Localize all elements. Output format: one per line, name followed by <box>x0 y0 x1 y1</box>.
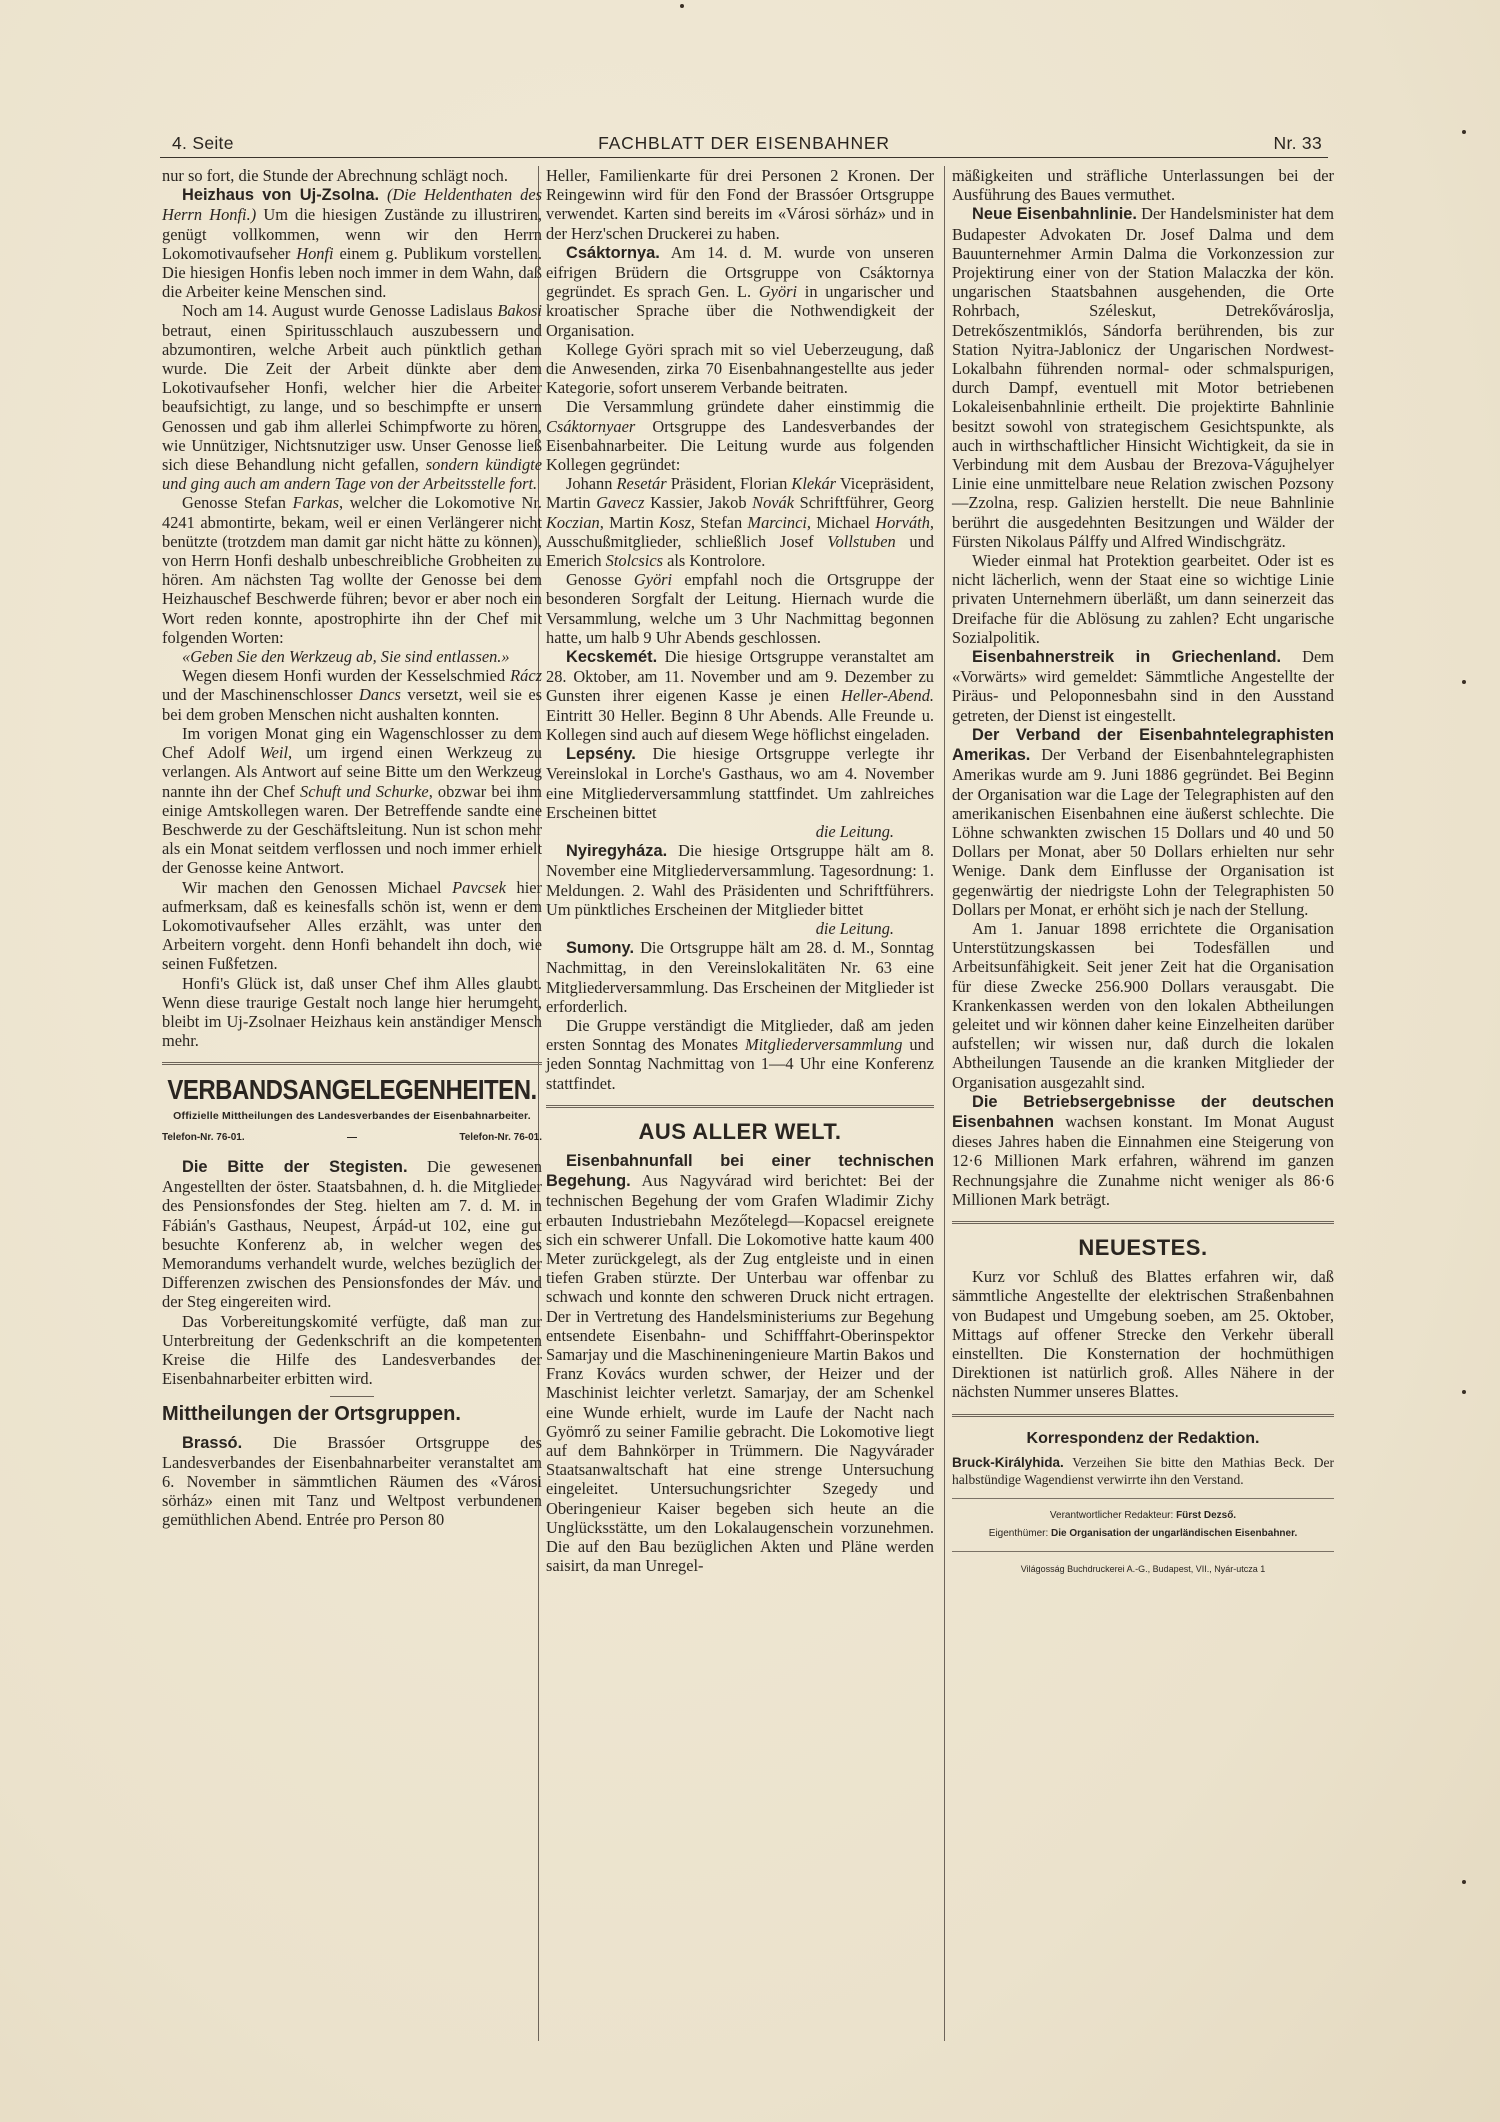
paragraph: Johann Resetár Präsident, Florian Klekár Vicepräsident, Martin Gavecz Kassier, Jakob Novák Schriftführer, Georg Koczian, Martin Kosz, Stefan Marcinci, Michael Horváth, Ausschußmitglieder, schließlich Josef Vollstuben und Emerich Stolcsics als Kontrolore. <box>546 474 935 571</box>
paragraph: Am 1. Januar 1898 errichtete die Organisation Unterstützungskassen bei Todesfällen und Arbeitsunfähigkeit. Seit jener Zeit hat die Organisation für diese Zwecke 256.900 Dollars verausgabt. Die Krankenkassen werden von den lokalen Abtheilungen geleitet und wir können daher keine Einzelheiten darüber aufstellen; wir wissen nur, daß durch die lokalen Abtheilungen Tausende an die kranken Mitglieder der Organisation ausgezahlt sind. <box>952 918 1334 1092</box>
article-sumony: Sumony. Die Ortsgruppe hält am 28. d. M., Sonntag Nachmittag, in den Vereinslokalitäten Nr. 63 eine Mitgliederversammlung. Das Erscheinen der Mitglieder ist erforderlich. <box>546 938 934 1016</box>
article-stegisten: Die Bitte der Stegisten. Die gewesenen Angestellten der öster. Staatsbahnen, d. h. die Mitglieder des Pensionsfondes der Steg. hielten am 7. d. M. in Fábián's Gasthaus, Neupest, Árpád-ut 102, eine gut besuchte Konferenz ab, in welcher wegen des Memorandums verhandelt wurde, welches bezüglich der Differenzen zwischen des Pensionsfondes der Máv. und der Steg eingereiten wird. <box>162 1156 542 1312</box>
paragraph: Noch am 14. August wurde Genosse Ladislaus Bakosi betraut, einen Spiritusschlauch auszubessern und abzumontiren, welche Arbeit auch pünktlich gethan wurde. Die Zeit der Arbeit dünkte aber dem Lokotivaufseher Honfi, welcher hier die Arbeiter beaufsichtigt, zu lange, und so beschimpfte er unsern Genossen und gab ihm allerlei Schimpfworte zu hören, wie Unnütziger, Nichtsnutziger usw. Unser Genosse ließ sich diese Behandlung nicht gefallen, sondern kündigte und ging auch am andern Tage von der Arbeitsstelle fort. <box>162 301 542 494</box>
section-subheading: Offizielle Mittheilungen des Landesverbandes der Eisenbahnarbeiter. <box>173 1109 531 1122</box>
article-heading: Nyiregyháza. <box>566 842 668 861</box>
page-header <box>160 131 1328 158</box>
column-2 <box>546 166 934 1575</box>
article-heading: Csáktornya. <box>566 243 660 262</box>
article-heading: Die Bitte der Stegisten. <box>182 1157 408 1176</box>
divider <box>952 1551 1334 1552</box>
article-unfall: Eisenbahnunfall bei einer technischen Begehung. Aus Nagyvárad wird berichtet: Bei der technischen Begehung der vom Grafen Wladimir Zichy erbauten Industriebahn Mezőtelegd—Kopacsel ereignete sich ein schwerer Unfall. Die Lokomotive hatte kaum 400 Meter zurückgelegt, als der Zug entgleiste und in einen tiefen Graben stürzte. Der Unterbau war offenbar zu schwach und konnte den schweren Druck nicht ertragen. Der in Vertretung des Handelsministeriums zur Begehung entsendete Eisenbahn- und Schifffahrt-Oberinspektor Samarjay und die Maschineningenieure Martin Bakos und Franz Kovács wurden schwer, der Heizer und der Maschinist leichter verletzt. Samarjay, der am Schenkel eine Wunde erhielt, wurde im Laufe der Nacht nach Gyömrő zu seiner Familie gebracht. Die Lokomotive liegt auf dem Bahnkörper in Trümmern. Die Nagyvárader Staatsanwaltschaft hat eine strenge Untersuchung eingeleitet. Untersuchungsrichter Szegedy und Oberingenieur Kaiser begeben sich heute an die Unglücksstätte, um den Lokalaugenschein vorzunehmen. Die auf den Bau bezüglichen Akten und Pläne werden saisirt, da man Unregel- <box>546 1151 934 1576</box>
article-heading: Brassó. <box>182 1433 243 1452</box>
article-lepseny: Lepsény. Die hiesige Ortsgruppe verlegte ihr Vereinslokal in Lorche's Gasthaus, wo am 4. November eine Mitgliederversammlung stattfindet. Um zahlreiches Erscheinen bittet <box>546 744 934 822</box>
article-heading: Eisenbahnunfall bei einer technischen Begehung. <box>546 1151 934 1191</box>
divider <box>330 1396 374 1397</box>
page-number: 4. Seite <box>172 133 234 153</box>
divider <box>546 1105 934 1108</box>
section-heading-verband: VERBANDSANGELEGENHEITEN. <box>167 1075 537 1107</box>
imprint-owner: Eigenthümer: Die Organisation der ungarländischen Eisenbahner. <box>988 1527 1298 1539</box>
paragraph: mäßigkeiten und sträfliche Unterlassungen bei der Ausführung des Baues vermuthet. <box>952 166 1334 205</box>
issue-number: Nr. 33 <box>1273 133 1322 153</box>
divider <box>162 1062 542 1065</box>
article-heading: Heizhaus von Uj-Zsolna. <box>182 186 380 205</box>
quote: «Geben Sie den Werkzeug ab, Sie sind entlassen.» <box>182 647 510 667</box>
article-streik: Eisenbahnerstreik in Griechenland. Dem «Vorwärts» wird gemeldet: Sämmtliche Angestellte der Piräus- und Peloponnesbahn sind in den Ausstand getreten, der Dienst ist eingestellt. <box>952 647 1334 725</box>
section-heading-neuestes: NEUESTES. <box>1078 1234 1208 1260</box>
paragraph: Kollege Györi sprach mit so viel Ueberzeugung, daß die Anwesenden, zirka 70 Eisenbahnangestellte aus jeder Kategorie, sofort unserem Verbande beitraten. <box>546 339 934 398</box>
masthead-title: FACHBLATT DER EISENBAHNER <box>598 133 890 153</box>
paragraph: Wegen diesem Honfi wurden der Kesselschmied Rácz und der Maschinenschlosser Dancs versetzt, weil sie es bei dem groben Menschen nicht aushalten konnten. <box>162 666 542 724</box>
correspondence-note: Bruck-Királyhida. Verzeihen Sie bitte den Mathias Beck. Der halbstündige Wagendienst verwirrte ihn den Verstand. <box>952 1454 1334 1487</box>
article-brasso: Brassó. Die Brassóer Ortsgruppe des Landesverbandes der Eisenbahnarbeiter veranstaltet am 6. November in sämmtlichen Räumen des «Városi sörház» einen mit Tanz und Weltpost verbundenen gemüthlichen Abend. Entrée pro Person 80 <box>162 1432 542 1530</box>
paragraph: Im vorigen Monat ging ein Wagenschlosser zu dem Chef Adolf Weil, um irgend einen Werkzeug zu verlangen. Als Antwort auf seine Bitte um den Werkzeug nannte ihn der Chef Schuft und Schurke, obzwar bei ihm einige Amtskollegen waren. Der Betreffende sandte eine Beschwerde zu der Geschäftsleitung. Nun ist schon mehr als ein Monat seitdem verflossen und noch immer erhielt der Genosse keine Antwort. <box>162 723 542 878</box>
column-divider <box>944 166 945 2041</box>
paragraph: Honfi's Glück ist, daß unser Chef ihm Alles glaubt. Wenn diese traurige Gestalt noch lange hier herumgeht, bleibt im Uj-Zsolnaer Heizhaus kein anständiger Mensch mehr. <box>162 973 542 1051</box>
article-heading: Die Betriebsergebnisse der deutschen Eisenbahnen <box>952 1092 1334 1131</box>
paragraph: Die Versammlung gründete daher einstimmig die Csáktornyaer Ortsgruppe des Landesverbandes der Eisenbahnarbeiter. Die Leitung wurde aus folgenden Kollegen gegründet: <box>546 397 934 475</box>
article-nyiregyhaza: Nyiregyháza. Die hiesige Ortsgruppe hält am 8. November eine Mitgliederversammlung. Tagesordnung: 1. Meldungen. 2. Wahl des Präsidenten und Schriftführers. Um pünktliches Erscheinen der Mitglieder bittet <box>546 841 934 919</box>
article-heading: Sumony. <box>566 939 634 958</box>
paragraph: Genosse Györi empfahl noch die Ortsgruppe der besonderen Sorgfalt der Leitung. Hiernach wurde die Versammlung, welche um 3 Uhr Nachmittag begonnen hatte, um halb 9 Uhr Abends geschlossen. <box>546 570 934 647</box>
paragraph: Heller, Familienkarte für drei Personen 2 Kronen. Der Reingewinn wird für den Fond der Brassóer Ortsgruppe verwendet. Karten sind bereits im «Városi sörház» und in der Herz'schen Druckerei zu haben. <box>546 166 934 243</box>
article-betriebsergebnisse: Die Betriebsergebnisse der deutschen Eisenbahnen wachsen konstant. Im Monat August dieses Jahres haben die Einnahmen eine Steigerung von 12·6 Millionen Mark erfahren, während im ganzen Rechnungsjahre die Zunahme nicht weniger als 86·6 Millionen Mark beträgt. <box>952 1092 1334 1209</box>
article-heading: Eisenbahnerstreik in Griechenland. <box>972 648 1282 667</box>
column-3 <box>952 166 1334 1576</box>
divider <box>952 1221 1334 1224</box>
article-heading: Der Verband der Eisenbahntelegraphisten Amerikas. <box>952 725 1334 765</box>
paragraph: Kurz vor Schluß des Blattes erfahren wir, daß sämmtliche Angestellte der elektrischen Straßenbahnen von Budapest und Umgebung soeben, am 25. Oktober, Mittags auf offener Strecke den Verkehr überall einstellten. Die Konsternation der hochmüthigen Direktionen ist natürlich groß. Alles Nähere in der nächsten Nummer unseres Blattes. <box>952 1267 1334 1402</box>
article-heizhaus: Heizhaus von Uj-Zsolna. (Die Heldenthaten des Herrn Honfi.) Um die hiesigen Zustände zu illustriren, genügt vollkommen, wenn wir den Herrn Lokomotivaufseher Honfi einem g. Publikum vorstellen. Die hiesigen Honfis leben noch immer in dem Wahn, daß die Arbeiter keine Menschen sind. <box>162 185 542 302</box>
paragraph: nur so fort, die Stunde der Abrechnung schlägt noch. <box>162 166 508 185</box>
section-heading-korrespondenz: Korrespondenz der Redaktion. <box>1026 1429 1260 1447</box>
section-heading-ortsgruppen: Mittheilungen der Ortsgruppen. <box>162 1403 461 1426</box>
paragraph: Das Vorbereitungskomité verfügte, daß man zur Unterbreitung der Gedenkschrift an die kompetenten Kreise die Hilfe des Landesverbandes der Eisenbahnarbeiter erbitten wird. <box>162 1311 542 1389</box>
article-heading: Kecskemét. <box>566 648 658 667</box>
imprint-redakteur: Verantwortlicher Redakteur: Fürst Dezső. <box>1049 1509 1237 1521</box>
article-telegraphisten: Der Verband der Eisenbahntelegraphisten Amerikas. Der Verband der Eisenbahntelegraphisten Amerikas wurde am 9. Juni 1886 gegründet. Bei Beginn der Organisation war die Lage der Telegraphisten auf den amerikanischen Eisenbahnen eine äußerst schlechte. Die Löhne schwankten zwischen 15 Dollars und 40 und 50 Dollars per Monat, aber 50 Dollars erhielten nur sehr Wenige. Dank dem Einflusse der Organisation ist gegenwärtig der niedrigste Lohn der Telegraphisten 50 Dollars per Monat, er erhöht sich je nach der Stellung. <box>952 725 1334 919</box>
article-neue-linie: Neue Eisenbahnlinie. Der Handelsminister hat dem Budapester Advokaten Dr. Josef Dalma und dem Bauunternehmer Armin Dalma die Vorkonzession zur Projektirung einer von der Station Malaczka der kön. ungarischen Staatsbahnen ausgehenden, die Orte Rohrbach, Széleskut, Detrekővároslja, Detrekőszentmiklós, Sándorfa berührenden, bis zur Station Nyitra-Jablonicz der Ungarischen Nordwest-Lokalbahn führenden normal- oder schmalspurigen, durch Dampf, eventuell mit Motor betriebenen Lokaleisenbahnlinie ertheilt. Die projektirte Bahnlinie besitzt sowohl von strategischem Gesichtspunkte, als auch in wirthschaftlicher Hinsicht Wichtigkeit, da sie in Verbindung mit dem Ausbau der Brezova-Vágujhelyer Linie eine unmittelbare neue Relation zwischen Pozsony—Zzolna, resp. Galizien herstellt. Die neue Bahnlinie berührt die ausgedehnten Besitzungen und Wälder der Fürsten Nikolaus Pálffy und Alfred Windischgrätz. <box>952 204 1335 551</box>
article-kecskemet: Kecskemét. Die hiesige Ortsgruppe veranstaltet am 28. Oktober, am 11. November und am 9. Dezember zu Gunsten ihrer eigenen Kasse je einen Heller-Abend. Eintritt 30 Heller. Beginn 8 Uhr Abends. Alle Freunde u. Kollegen sind auch auf diesem Wege höflichst eingeladen. <box>546 647 934 744</box>
article-heading: Lepsény. <box>566 745 636 764</box>
column-1 <box>162 166 542 1530</box>
signature: die Leitung. <box>815 821 894 841</box>
article-csaktornya: Csáktornya. Am 14. d. M. wurde von unseren eifrigen Brüdern die Ortsgruppe von Csáktornya gegründet. Es sprach Gen. L. Györi in ungarischer und kroatischer Sprache über die Nothwendigkeit der Organisation. <box>546 242 934 340</box>
article-heading: Neue Eisenbahnlinie. <box>972 205 1137 224</box>
divider <box>952 1414 1334 1417</box>
printer-line: Világosság Buchdruckerei A.-G., Budapest, VII., Nyár-utcza 1 <box>1020 1563 1266 1574</box>
paragraph: Wieder einmal hat Protektion gearbeitet. Oder ist es nicht lächerlich, wenn der Staat eine so wichtige Linie privaten Unternehmern überläßt, um dann seinerzeit das Dreifache für die Ablösung zu zahlen? Echt ungarische Sozialpolitik. <box>952 551 1334 647</box>
paragraph: Wir machen den Genossen Michael Pavcsek hier aufmerksam, daß es keinesfalls schön ist, wenn er dem Lokomotivaufseher Alles erzählt, was unter den Arbeitern vorgeht. denn Honfi behandelt ihn doch, wie seinen Fußfetzen. <box>162 877 542 974</box>
paragraph: Genosse Stefan Farkas, welcher die Lokomotive Nr. 4241 abmontirte, bekam, weil er einen Verlängerer nicht benützte (trotzdem man damit gar nicht hätte zu können), von Herrn Honfi deshalb unbeschreibliche Grobheiten zu hören. Am nächsten Tag wollte der Genosse bei dem Heizhauschef Beschwerde führen; bevor er aber noch ein Wort reden konnte, apostrophirte ihn der Chef mit folgenden Worten: <box>162 493 542 647</box>
section-heading-welt: AUS ALLER WELT. <box>638 1118 842 1144</box>
paragraph: Die Gruppe verständigt die Mitglieder, daß am jeden ersten Sonntag des Monates Mitgliederversammlung und jeden Sonntag Nachmittag von 1—4 Uhr eine Konferenz stattfindet. <box>546 1015 934 1093</box>
signature: die Leitung. <box>815 918 894 938</box>
divider <box>952 1498 1334 1499</box>
telephone-line: Telefon-Nr. 76-01. — Telefon-Nr. 76-01. <box>162 1131 542 1143</box>
